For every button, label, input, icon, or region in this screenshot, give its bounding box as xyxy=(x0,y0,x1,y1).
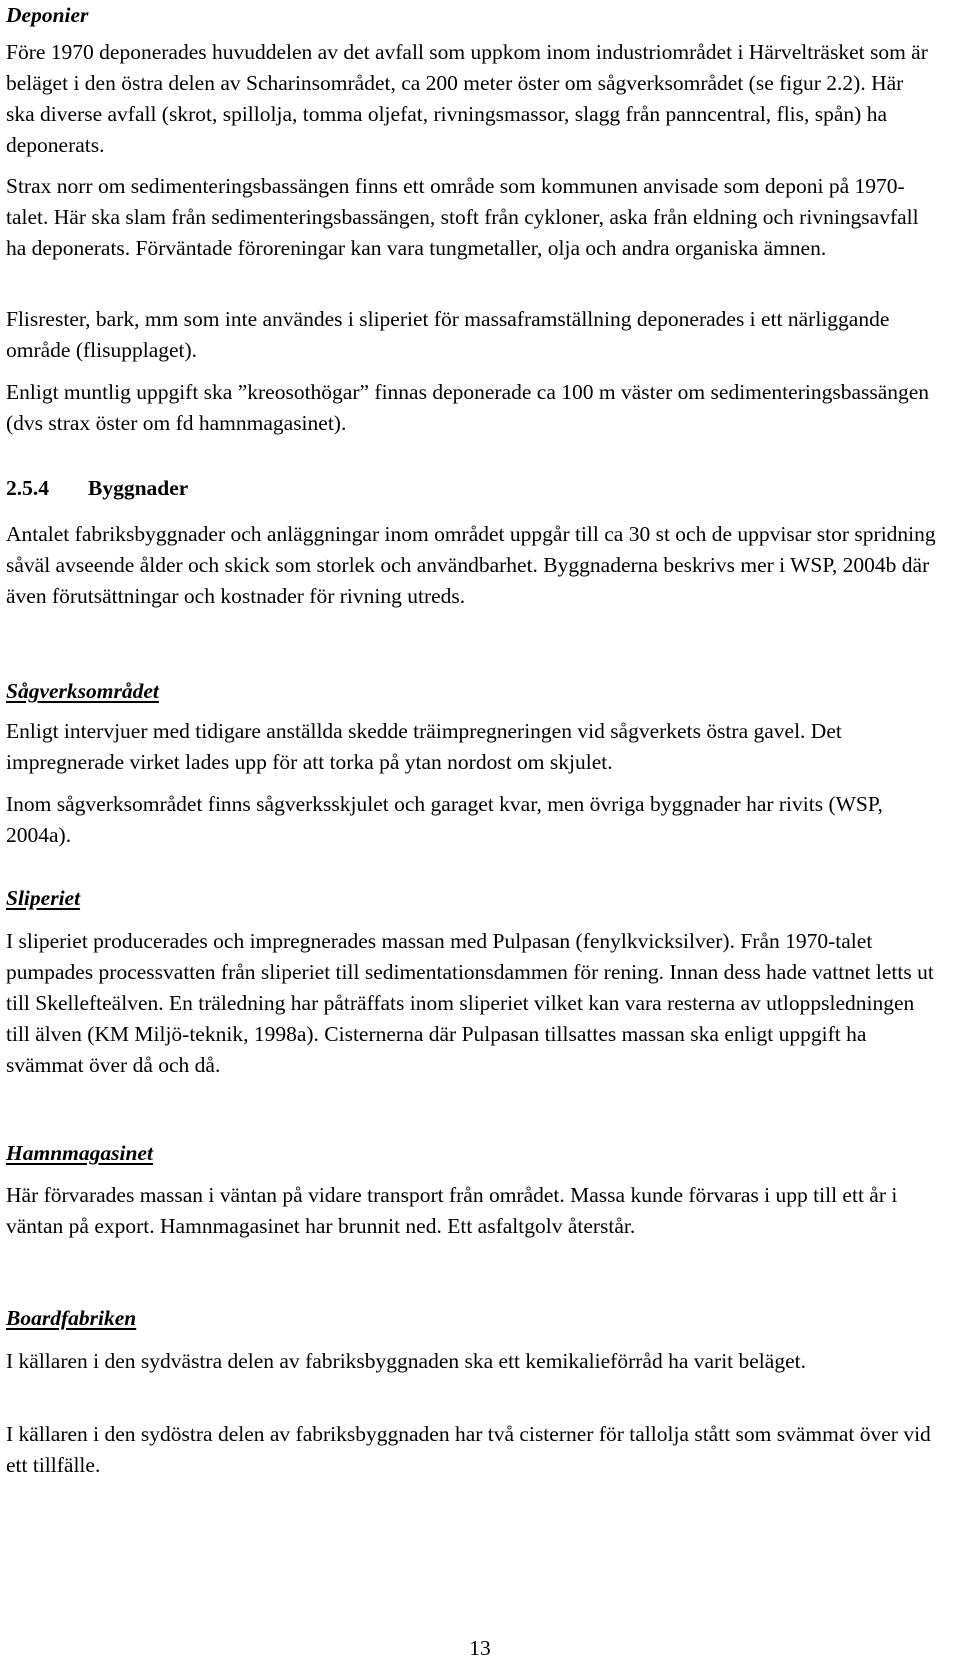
paragraph-deponier-3: Flisrester, bark, mm som inte användes i sliperiet för massaframställning deponerades i ett närliggande område (flisupplaget). xyxy=(6,307,890,362)
paragraph-deponier-1: Före 1970 deponerades huvuddelen av det avfall som uppkom inom industriområdet i Härvelträsket som är beläget i den östra delen av Scharinsområdet, ca 200 meter öster om sågverksområdet (se figur 2.2). Här ska diverse avfall (skrot, spillolja, tomma oljefat, rivningsmassor, slagg från panncentral, flis, spån) ha deponerats. xyxy=(6,40,928,157)
paragraph-deponier-2: Strax norr om sedimenteringsbassängen finns ett område som kommunen anvisade som deponi på 1970-talet. Här ska slam från sedimenteringsbassängen, stoft från cykloner, aska från eldning och rivningsavfall ha deponerats. Förväntade föroreningar kan vara tungmetaller, olja och andra organiska ämnen. xyxy=(6,174,919,260)
heading-deponier: Deponier xyxy=(6,3,89,27)
heading-hamnmagasinet: Hamnmagasinet xyxy=(6,1141,153,1165)
section-heading-byggnader xyxy=(6,473,188,503)
paragraph-byggnader: Antalet fabriksbyggnader och anläggningar inom området uppgår till ca 30 st och de uppvisar stor spridning såväl avseende ålder och skick som storlek och användbarhet. Byggnaderna beskrivs mer i WSP, 2004b där även förutsättningar och kostnader för rivning utreds. xyxy=(6,522,936,608)
heading-boardfabriken: Boardfabriken xyxy=(6,1306,137,1330)
section-number: 2.5.4 xyxy=(6,476,49,500)
heading-sagverksomradet: Sågverksområdet xyxy=(6,679,159,703)
paragraph-board-2: I källaren i den sydöstra delen av fabriksbyggnaden har två cisterner för tallolja stått som svämmat över vid ett tillfälle. xyxy=(6,1422,931,1477)
paragraph-sagverk-1: Enligt intervjuer med tidigare anställda skedde träimpregneringen vid sågverkets östra gavel. Det impregnerade virket lades upp för att torka på ytan nordost om skjulet. xyxy=(6,719,842,774)
paragraph-deponier-4: Enligt muntlig uppgift ska ”kreosothögar” finnas deponerade ca 100 m väster om sedimenteringsbassängen (dvs strax öster om fd hamnmagasinet). xyxy=(6,380,930,435)
heading-sliperiet: Sliperiet xyxy=(6,886,81,910)
paragraph-sagverk-2: Inom sågverksområdet finns sågverksskjulet och garaget kvar, men övriga byggnader har rivits (WSP, 2004a). xyxy=(6,792,883,847)
paragraph-hamnmagasinet: Här förvarades massan i väntan på vidare transport från området. Massa kunde förvaras i upp till ett år i väntan på export. Hamnmagasinet har brunnit ned. Ett asfaltgolv återstår. xyxy=(6,1183,898,1238)
page-number: 13 xyxy=(469,1636,491,1660)
section-title: Byggnader xyxy=(88,476,189,500)
paragraph-sliperiet: I sliperiet producerades och impregnerades massan med Pulpasan (fenylkvicksilver). Från 1970-talet pumpades processvatten från sliperiet till sedimentationsdammen för rening. Innan dess hade vattnet letts ut till Skellefteälven. En träledning har påträffats inom sliperiet vilket kan vara resterna av utloppsledningen till älven (KM Miljö-teknik, 1998a). Cisternerna där Pulpasan tillsattes massan ska enligt uppgift ha svämmat över då och då. xyxy=(6,929,934,1077)
paragraph-board-1: I källaren i den sydvästra delen av fabriksbyggnaden ska ett kemikalieförråd ha varit beläget. xyxy=(6,1349,806,1373)
